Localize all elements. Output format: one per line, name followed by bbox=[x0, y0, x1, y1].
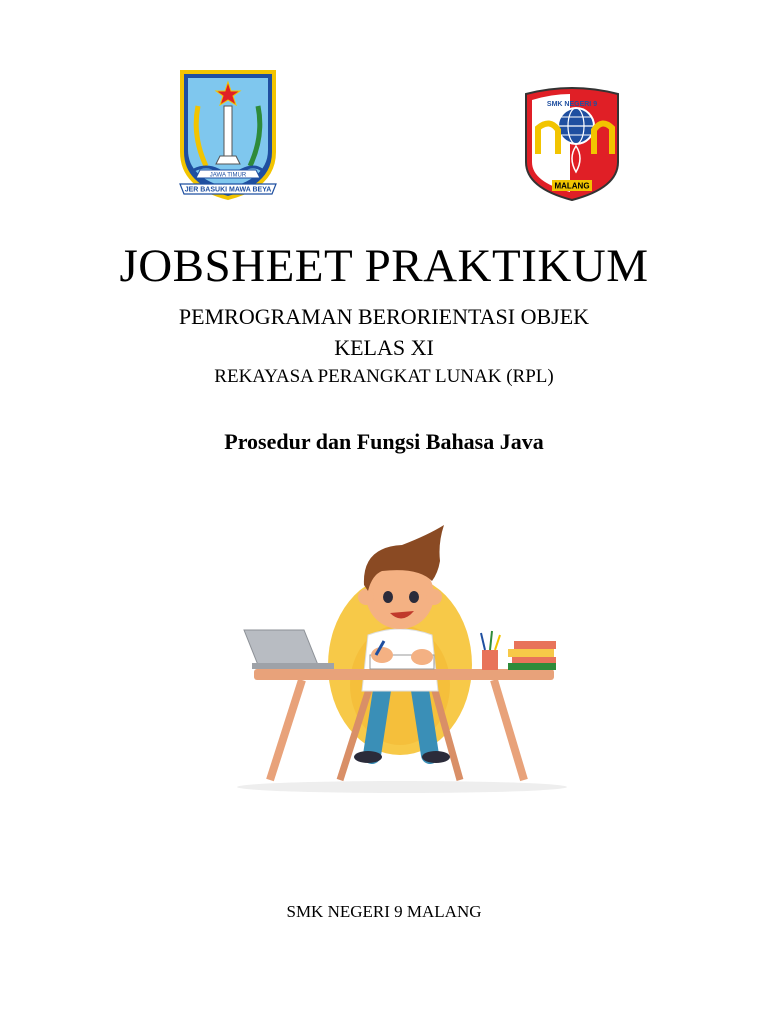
cover-title: JOBSHEET PRAKTIKUM bbox=[119, 240, 649, 292]
emblem-motto-text: JER BASUKI MAWA BEYA bbox=[184, 186, 272, 194]
emblem-bottom-text: MALANG bbox=[554, 181, 590, 191]
emblem-top-text: SMK NEGERI 9 bbox=[546, 101, 598, 108]
major-line: REKAYASA PERANGKAT LUNAK (RPL) bbox=[214, 366, 554, 387]
emblem-banner-text: JAWA TIMUR bbox=[209, 172, 247, 179]
smk-negeri-emblem-logo bbox=[522, 84, 622, 204]
school-name: SMK NEGERI 9 MALANG bbox=[286, 902, 482, 921]
boy-studying-illustration bbox=[232, 505, 572, 795]
class-line: KELAS XI bbox=[334, 335, 434, 360]
topic-heading: Prosedur dan Fungsi Bahasa Java bbox=[224, 429, 544, 454]
subject-line: PEMROGRAMAN BERORIENTASI OBJEK bbox=[178, 304, 590, 329]
east-java-emblem-logo bbox=[176, 66, 280, 204]
